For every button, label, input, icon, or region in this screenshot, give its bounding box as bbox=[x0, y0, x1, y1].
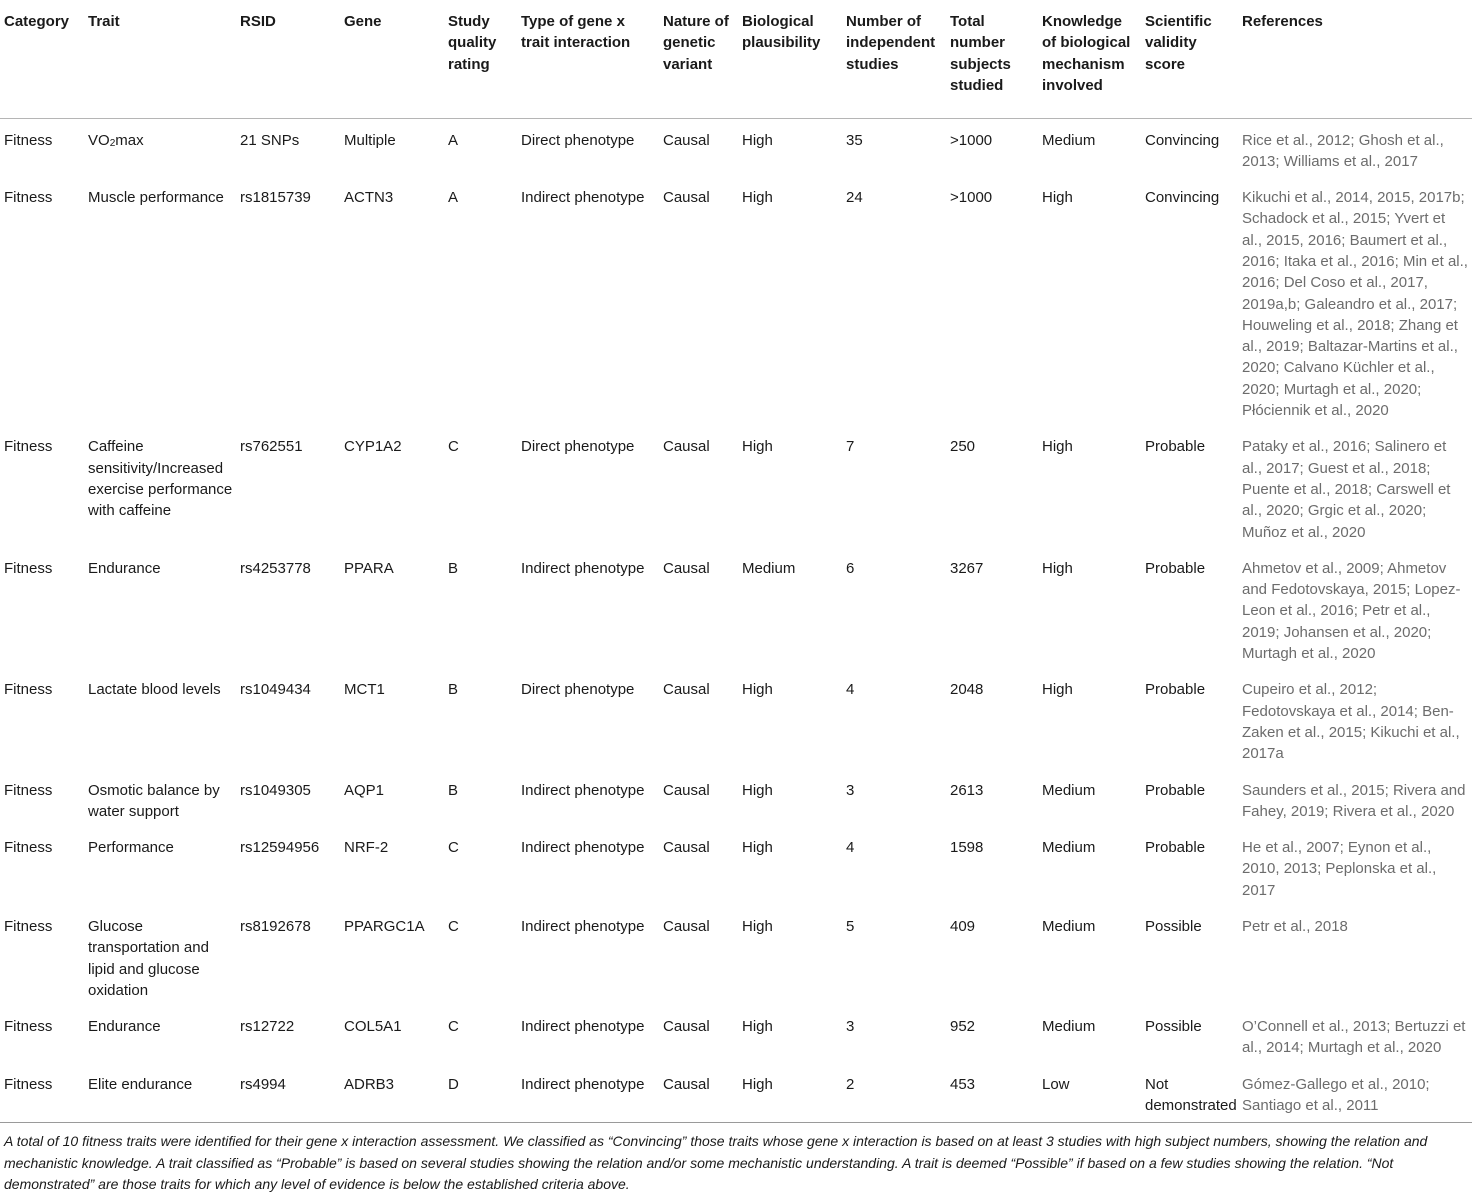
cell-interaction: Indirect phenotype bbox=[521, 1018, 645, 1036]
cell-studies: 3 bbox=[846, 1018, 855, 1036]
cell-category: Fitness bbox=[4, 1018, 53, 1036]
cell-references: He et al., 2007; Eynon et al., 2010, 2013; Peplonska et al., 2017 bbox=[1242, 839, 1437, 899]
cell-subjects: 409 bbox=[950, 918, 976, 935]
cell-knowledge: Medium bbox=[1042, 839, 1096, 857]
cell-validity: Probable bbox=[1145, 559, 1206, 577]
cell-plausibility: Medium bbox=[742, 559, 796, 577]
header-row bbox=[0, 0, 1472, 118]
cell-plausibility: High bbox=[742, 189, 773, 207]
cell-rsid: rs762551 bbox=[240, 438, 303, 456]
cell-knowledge: High bbox=[1042, 681, 1073, 699]
cell-trait bbox=[84, 118, 236, 177]
header-validity-score: Scientific validity score bbox=[1141, 0, 1238, 118]
header-references: References bbox=[1238, 0, 1472, 118]
header-rsid: RSID bbox=[236, 0, 340, 118]
cell-plausibility: High bbox=[738, 1064, 842, 1123]
cell-interaction: Direct phenotype bbox=[521, 681, 635, 699]
cell-trait: Endurance bbox=[88, 1018, 161, 1036]
table-row bbox=[0, 177, 1472, 426]
cell-gene: AQP1 bbox=[344, 781, 385, 799]
cell-rsid: rs1049434 bbox=[240, 681, 311, 699]
cell-gene: PPARA bbox=[344, 559, 394, 577]
cell-category: Fitness bbox=[4, 559, 53, 577]
cell-gene: COL5A1 bbox=[344, 1018, 402, 1036]
cell-trait: Muscle performance bbox=[88, 189, 224, 207]
cell-variant: Causal bbox=[663, 781, 710, 799]
cell-studies: 4 bbox=[846, 681, 855, 699]
cell-subjects: 1598 bbox=[950, 839, 984, 857]
cell-category: Fitness bbox=[4, 781, 53, 799]
trait-prefix: VO bbox=[88, 131, 110, 149]
cell-rsid: rs1049305 bbox=[240, 781, 311, 799]
cell-subjects: 952 bbox=[950, 1018, 976, 1036]
cell-knowledge: High bbox=[1042, 189, 1073, 207]
table-row bbox=[0, 426, 1472, 547]
cell-variant: Causal bbox=[659, 1064, 738, 1123]
cell-rsid: rs4253778 bbox=[240, 559, 311, 577]
cell-gene: PPARGC1A bbox=[344, 918, 425, 935]
cell-interaction: Indirect phenotype bbox=[521, 839, 645, 857]
cell-trait: Lactate blood levels bbox=[88, 681, 221, 699]
cell-trait: Glucose transportation and lipid and glucose oxidation bbox=[88, 918, 209, 999]
cell-knowledge: Medium bbox=[1042, 781, 1096, 799]
cell-plausibility: High bbox=[742, 681, 773, 699]
cell-subjects: 2613 bbox=[950, 781, 984, 799]
cell-plausibility: High bbox=[742, 131, 773, 149]
cell-studies: 3 bbox=[846, 781, 855, 799]
cell-interaction: Indirect phenotype bbox=[521, 189, 645, 207]
table-footnote: A total of 10 fitness traits were identified for their gene x interaction assessment. We classified as “Convincing” those traits whose gene x interaction is based on at least 3 studies with high subject numbers, showing the relation and mechanistic knowledge. A trait classified as “Probable” is based on several studies showing the relation and/or some mechanistic understanding. A trait is deemed “Possible” if based on a few studies showing the relation. “Not demonstrated” are those traits for which any level of evidence is below the established criteria above. bbox=[4, 1133, 1428, 1193]
cell-gene: ACTN3 bbox=[344, 189, 394, 207]
cell-references: Kikuchi et al., 2014, 2015, 2017b; Schadock et al., 2015; Yvert et al., 2015, 2016; Baumert et al., 2016; Itaka et al., 2016; Min et al., 2016; Del Coso et al., 2017, 2019a,b; Galeandro et al., 2017; Houweling et al., 2018; Zhang et al., 2019; Baltazar-Martins et al., 2020; Calvano Küchler et al., 2020; Murtagh et al., 2020; Płóciennik et al., 2020 bbox=[1242, 189, 1468, 420]
trait-suffix: max bbox=[115, 131, 144, 149]
cell-plausibility: High bbox=[742, 438, 773, 456]
cell-references: Cupeiro et al., 2012; Fedotovskaya et al., 2014; Ben-Zaken et al., 2015; Kikuchi et al., 2017a bbox=[1242, 681, 1460, 763]
header-study-quality: Study quality rating bbox=[444, 0, 517, 118]
cell-trait: Caffeine sensitivity/Increased exercise performance with caffeine bbox=[88, 438, 233, 520]
table-row bbox=[0, 1064, 1472, 1123]
cell-gene: ADRB3 bbox=[340, 1064, 444, 1123]
cell-category: Fitness bbox=[4, 189, 53, 207]
cell-subjects: 3267 bbox=[950, 559, 984, 577]
cell-knowledge: High bbox=[1042, 559, 1073, 577]
cell-references: O’Connell et al., 2013; Bertuzzi et al., 2014; Murtagh et al., 2020 bbox=[1242, 1018, 1466, 1057]
cell-variant: Causal bbox=[663, 189, 710, 207]
cell-gene: Multiple bbox=[344, 131, 396, 149]
cell-quality: D bbox=[444, 1064, 517, 1123]
cell-variant: Causal bbox=[663, 681, 710, 699]
cell-quality: C bbox=[448, 438, 459, 456]
cell-studies: 24 bbox=[846, 189, 863, 207]
cell-validity: Probable bbox=[1145, 438, 1206, 456]
cell-validity: Convincing bbox=[1145, 131, 1220, 149]
cell-plausibility: High bbox=[742, 1018, 773, 1036]
cell-studies: 35 bbox=[846, 131, 863, 149]
cell-interaction: Direct phenotype bbox=[521, 131, 635, 149]
cell-subjects: 2048 bbox=[950, 681, 984, 699]
table-row bbox=[0, 118, 1472, 177]
cell-quality: B bbox=[448, 681, 459, 699]
cell-quality: C bbox=[448, 839, 459, 857]
cell-validity: Probable bbox=[1145, 839, 1206, 857]
header-total-subjects: Total number subjects studied bbox=[946, 0, 1038, 118]
cell-subjects: 250 bbox=[950, 438, 976, 456]
cell-gene: CYP1A2 bbox=[344, 438, 402, 456]
cell-references: Gómez-Gallego et al., 2010; Santiago et al., 2011 bbox=[1238, 1064, 1472, 1123]
header-mechanism-knowledge: Knowledge of biological mechanism involved bbox=[1038, 0, 1141, 118]
table-row bbox=[0, 827, 1472, 906]
cell-quality: C bbox=[448, 1018, 459, 1036]
cell-plausibility: High bbox=[742, 918, 773, 935]
cell-gene: MCT1 bbox=[344, 681, 385, 699]
cell-gene: NRF-2 bbox=[344, 839, 389, 857]
cell-category: Fitness bbox=[4, 438, 53, 456]
cell-variant: Causal bbox=[663, 918, 710, 935]
table-row bbox=[0, 669, 1472, 769]
cell-validity: Possible bbox=[1145, 1018, 1202, 1036]
cell-variant: Causal bbox=[663, 438, 710, 456]
cell-rsid: rs12594956 bbox=[240, 839, 320, 857]
header-variant-nature: Nature of genetic variant bbox=[659, 0, 738, 118]
cell-quality: B bbox=[448, 559, 459, 577]
cell-interaction: Indirect phenotype bbox=[521, 918, 645, 935]
header-plausibility: Biological plausibility bbox=[738, 0, 842, 118]
cell-validity: Not demonstrated bbox=[1141, 1064, 1238, 1123]
header-number-studies: Number of independent studies bbox=[842, 0, 946, 118]
cell-trait: Endurance bbox=[88, 559, 161, 577]
cell-knowledge: Medium bbox=[1042, 1018, 1096, 1036]
cell-subjects: >1000 bbox=[950, 189, 993, 207]
cell-plausibility: High bbox=[742, 781, 773, 799]
cell-rsid: rs8192678 bbox=[240, 918, 311, 935]
cell-validity: Probable bbox=[1145, 681, 1206, 699]
cell-trait: Elite endurance bbox=[84, 1064, 236, 1123]
cell-category: Fitness bbox=[4, 918, 53, 935]
header-interaction-type: Type of gene x trait interaction bbox=[517, 0, 659, 118]
cell-knowledge: Medium bbox=[1042, 918, 1096, 935]
cell-validity: Possible bbox=[1145, 918, 1202, 935]
cell-interaction: Direct phenotype bbox=[521, 438, 635, 456]
cell-plausibility: High bbox=[742, 839, 773, 857]
cell-rsid: rs12722 bbox=[240, 1018, 295, 1036]
cell-category: Fitness bbox=[0, 1064, 84, 1123]
trait-subscript: 2 bbox=[109, 137, 116, 149]
cell-references: Petr et al., 2018 bbox=[1242, 918, 1348, 935]
cell-category: Fitness bbox=[4, 839, 53, 857]
cell-quality: A bbox=[448, 189, 459, 207]
cell-studies: 5 bbox=[846, 918, 855, 935]
cell-category: Fitness bbox=[4, 131, 53, 149]
cell-studies: 2 bbox=[842, 1064, 946, 1123]
header-trait: Trait bbox=[84, 0, 236, 118]
cell-knowledge: High bbox=[1042, 438, 1073, 456]
cell-studies: 7 bbox=[846, 438, 855, 456]
cell-variant: Causal bbox=[663, 559, 710, 577]
cell-category: Fitness bbox=[4, 681, 53, 699]
cell-references: Pataky et al., 2016; Salinero et al., 2017; Guest et al., 2018; Puente et al., 2018; Carswell et al., 2020; Grgic et al., 2020; Muñoz et al., 2020 bbox=[1242, 438, 1451, 541]
cell-variant: Causal bbox=[663, 1018, 710, 1036]
cell-references: Saunders et al., 2015; Rivera and Fahey, 2019; Rivera et al., 2020 bbox=[1242, 781, 1466, 820]
cell-rsid: 21 SNPs bbox=[240, 131, 300, 149]
cell-interaction: Indirect phenotype bbox=[521, 781, 645, 799]
cell-trait: Osmotic balance by water support bbox=[88, 781, 220, 820]
cell-quality: C bbox=[448, 918, 459, 935]
table-row bbox=[0, 770, 1472, 828]
cell-variant: Causal bbox=[663, 131, 710, 149]
cell-trait: Performance bbox=[88, 839, 174, 857]
cell-quality: A bbox=[448, 131, 459, 149]
cell-variant: Causal bbox=[663, 839, 710, 857]
table-body bbox=[0, 118, 1472, 1123]
cell-references: Ahmetov et al., 2009; Ahmetov and Fedotovskaya, 2015; Lopez-Leon et al., 2016; Petr et al., 2019; Johansen et al., 2020; Murtagh et al., 2020 bbox=[1242, 559, 1461, 663]
cell-interaction: Indirect phenotype bbox=[521, 559, 645, 577]
table-header bbox=[0, 0, 1472, 118]
cell-subjects: >1000 bbox=[950, 131, 993, 149]
cell-quality: B bbox=[448, 781, 459, 799]
table-row bbox=[0, 906, 1472, 1006]
cell-rsid: rs1815739 bbox=[240, 189, 311, 207]
cell-interaction: Indirect phenotype bbox=[517, 1064, 659, 1123]
table-row bbox=[0, 548, 1472, 669]
header-category: Category bbox=[0, 0, 84, 118]
cell-validity: Probable bbox=[1145, 781, 1206, 799]
cell-knowledge: Medium bbox=[1042, 131, 1096, 149]
header-gene: Gene bbox=[340, 0, 444, 118]
cell-knowledge: Low bbox=[1038, 1064, 1141, 1123]
cell-studies: 6 bbox=[846, 559, 855, 577]
cell-references: Rice et al., 2012; Ghosh et al., 2013; Williams et al., 2017 bbox=[1242, 131, 1444, 170]
cell-subjects: 453 bbox=[946, 1064, 1038, 1123]
cell-validity: Convincing bbox=[1145, 189, 1220, 207]
cell-rsid: rs4994 bbox=[236, 1064, 340, 1123]
cell-studies: 4 bbox=[846, 839, 855, 857]
table-row bbox=[0, 1006, 1472, 1064]
